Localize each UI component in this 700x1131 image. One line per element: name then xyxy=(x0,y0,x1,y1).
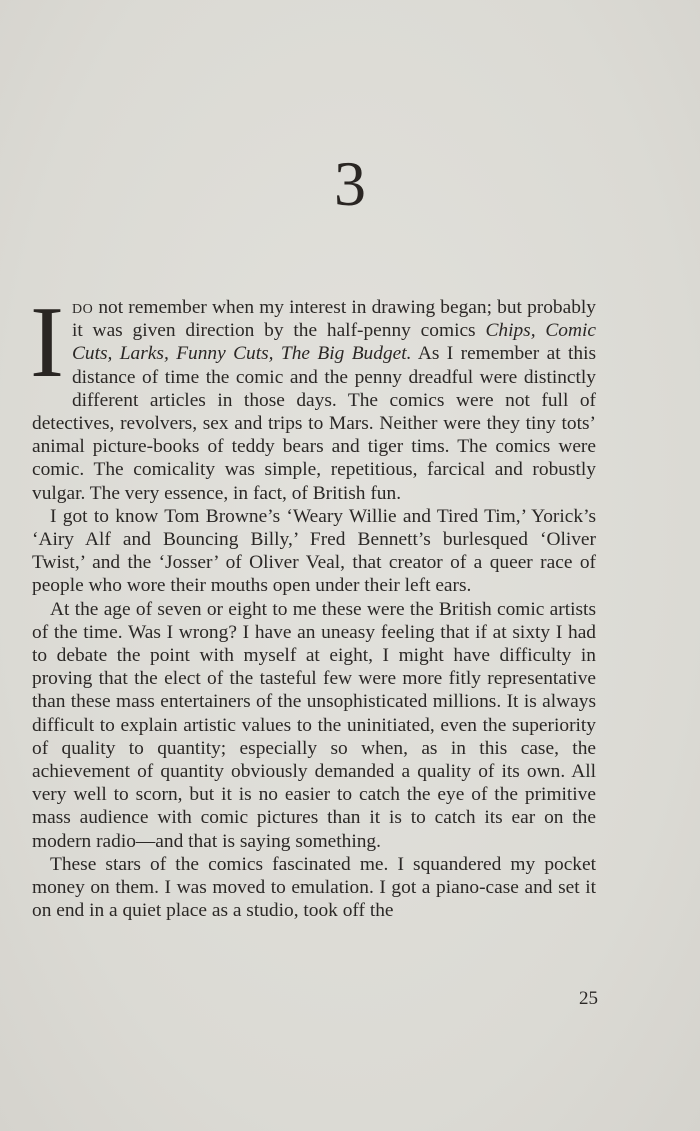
paragraph-2: I got to know Tom Browne’s ‘Weary Willie and Tired Tim,’ Yorick’s ‘Airy Alf and Bouncing Billy,’ Fred Bennett’s burlesqued ‘Oliver Twist,’ and the ‘Josser’ of Oliver Veal, that creator of a queer race of people who wore their mouths open under their left ears. xyxy=(32,505,596,597)
body-text xyxy=(30,286,596,922)
paragraph-3: At the age of seven or eight to me these were the British comic artists of the time. Was I wrong? I have an uneasy feeling that if at sixty I had to debate the point with myself at eight, I might have difficulty in proving that the elect of the tasteful few were more fitly representative than these mass entertainers of the unsophisticated millions. It is always difficult to explain artistic values to the uninitiated, even the superiority of quality to quantity; especially so when, as in this case, the achievement of quantity obviously demanded a quality of its own. All very well to scorn, but it is no easier to catch the eye of the primitive mass audience with comic pictures than it is to catch its ear on the modern radio—and that is saying something. xyxy=(32,598,596,852)
paragraph-1 xyxy=(30,286,596,505)
paragraph-1-text-a: not remember when my interest in drawing began; but probably it was given direction by the half-penny comics xyxy=(71,297,596,342)
paragraph-1-text-b: As I remember at this distance of time the comic and the penny dreadful were distinctly different articles in those days. The comics were not full of detectives, revolvers, sex and trips to Mars. Neither were they tiny tots’ animal picture-books of teddy bears and tiger tims. The comics were comic. The comicality was simple, repetitious, farcical and robustly vulgar. The very essence, in fact, of British fun. xyxy=(32,343,596,504)
comics-titles: Chips, Comic Cuts, Larks, Funny Cuts, The Big Budget. xyxy=(71,320,596,365)
opening-small-caps: do xyxy=(71,297,94,318)
paragraph-4: These stars of the comics fascinated me. I squandered my pocket money on them. I was moved to emulation. I got a piano-case and set it on end in a quiet place as a studio, took off the xyxy=(32,853,596,922)
chapter-number: 3 xyxy=(334,148,366,219)
page-number: 25 xyxy=(579,988,598,1009)
drop-cap: I xyxy=(30,286,64,399)
